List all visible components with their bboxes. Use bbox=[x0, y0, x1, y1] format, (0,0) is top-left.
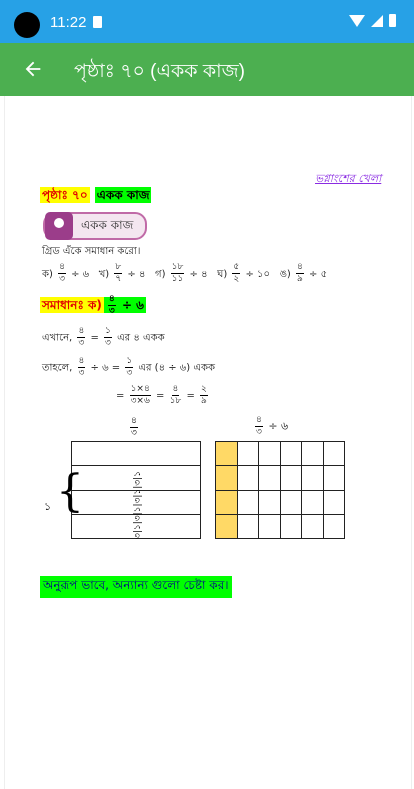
brace-label: ১ bbox=[44, 500, 52, 513]
wifi-icon bbox=[349, 15, 365, 27]
problem-a: ক) $\frac{৪}{৩}$ ÷ ৬ bbox=[42, 262, 90, 284]
heading-page-number: পৃষ্ঠাঃ ৭০ bbox=[42, 188, 88, 202]
problems-row bbox=[42, 262, 327, 285]
left-grid-fraction: ৪ ৩ bbox=[130, 416, 137, 438]
page-heading bbox=[40, 184, 151, 207]
solution-expression: $\frac{৪}{৩}$ ÷ ৬ bbox=[104, 297, 146, 313]
explanation-line-3: = $\frac{১\times ৪}{৩\times ৬}$ = $\frac{৪}{১৮}$ = $\frac{২}{৯}$ bbox=[116, 384, 207, 406]
single-task-badge bbox=[43, 212, 147, 240]
problem-e: ঙ) $\frac{৪}{৯}$ ÷ ৫ bbox=[279, 262, 328, 284]
page-title: পৃষ্ঠাঃ ৭০ (একক কাজ) bbox=[74, 61, 245, 82]
signal-icon bbox=[371, 15, 383, 27]
problem-c: গ) $\frac{১৮}{১১}$ ÷ ৪ bbox=[155, 262, 208, 284]
book-icon bbox=[45, 212, 73, 240]
solution-label: সমাধানঃ ক) bbox=[42, 298, 102, 312]
badge-label: একক কাজ bbox=[81, 218, 134, 232]
related-link[interactable]: ভগ্নাংশের খেলা bbox=[315, 172, 382, 185]
left-grid-column-labels: ৩|১|৩|১|৩|১|৩|১ bbox=[133, 471, 143, 539]
explanation-line-2: তাহলে, $\frac{৪}{৩}$ ÷ ৬ = $\frac{১}{৩}$ এর (৪ ÷ ৬) একক bbox=[42, 356, 215, 378]
explanation-line-1: এখানে, $\frac{৪}{৩}$ = $\frac{১}{৩}$ এর ৪ একক bbox=[42, 326, 165, 348]
status-bar bbox=[0, 0, 414, 43]
back-arrow-icon[interactable] bbox=[22, 58, 44, 80]
status-time: 11:22 bbox=[50, 14, 87, 31]
right-grid-label: $\frac{৪}{৩}$ ÷ ৬ bbox=[255, 415, 289, 437]
battery-icon bbox=[389, 14, 396, 27]
camera-cutout bbox=[14, 12, 40, 38]
app-bar bbox=[0, 43, 414, 96]
sd-card-icon bbox=[93, 16, 102, 28]
bottom-note: অনুরূপ ভাবে, অন্যান্য গুলো চেষ্টা কর। bbox=[40, 576, 232, 598]
right-grid bbox=[215, 441, 345, 539]
grid-brace: { bbox=[56, 466, 84, 517]
problem-b: খ) $\frac{৮}{৭}$ ÷ ৪ bbox=[98, 262, 146, 284]
problem-d: ঘ) $\frac{৫}{২}$ ÷ ১০ bbox=[217, 262, 271, 284]
instruction-text: গ্রিড এঁকে সমাধান করো। bbox=[42, 246, 141, 257]
heading-task: একক কাজ bbox=[96, 188, 150, 202]
solution-heading bbox=[40, 294, 146, 317]
